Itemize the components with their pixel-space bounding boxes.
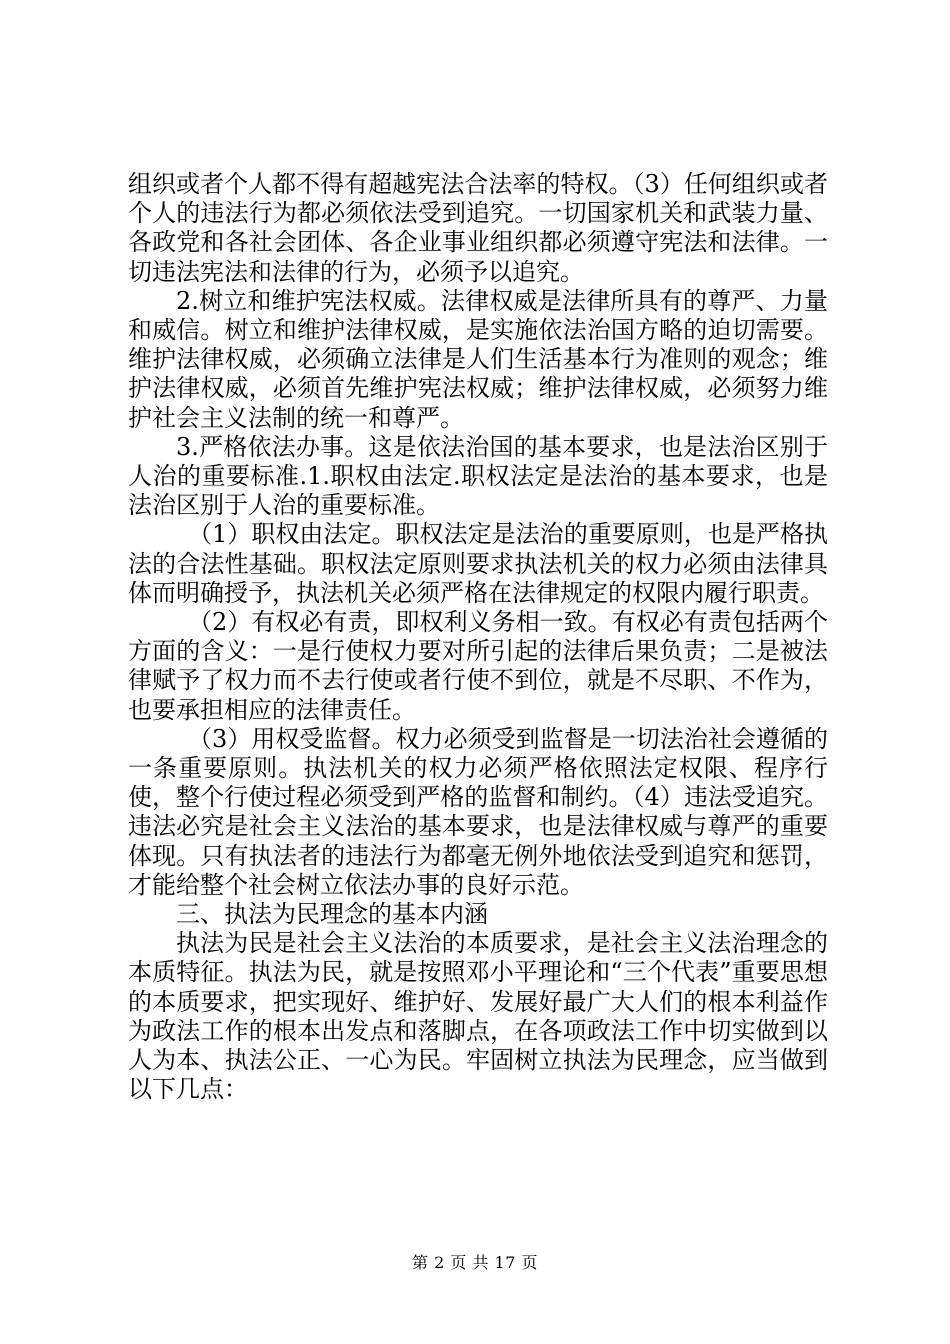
paragraph-strict-law-enforcement: 3.严格依法办事。这是依法治国的基本要求，也是法治区别于人治的重要标准.1.职权由法定.职权法定是法治的基本要求，也是法治区别于人治的重要标准。 [128,432,828,520]
page-number-footer: 第 2 页 共 17 页 [412,1253,538,1272]
paragraph-item-1: （1）职权由法定。职权法定是法治的重要原则，也是严格执法的合法性基础。职权法定原则要求执法机关的权力必须由法律具体而明确授予，执法机关必须严格在法律规定的权限内履行职责。 [128,520,828,607]
paragraph-enforce-for-people: 执法为民是社会主义法治的本质要求，是社会主义法治理念的本质特征。执法为民，就是按照邓小平理论和“三个代表”重要思想的本质要求，把实现好、维护好、发展好最广大人们的根本利益作为政法工作的根本出发点和落脚点，在各项政法工作中切实做到以人为本、执法公正、一心为民。牢固树立执法为民理念，应当做到以下几点： [128,929,828,1104]
document-body [128,170,828,1105]
paragraph-item-2: （2）有权必有责，即权利义务相一致。有权必有责包括两个方面的含义：一是行使权力要对所引起的法律后果负责；二是被法律赋予了权力而不去行使或者行使不到位，就是不尽职、不作为，也要承担相应的法律责任。 [128,608,828,724]
paragraph-constitution-authority: 2.树立和维护宪法权威。法律权威是法律所具有的尊严、力量和威信。树立和维护法律权威，是实施依法治国方略的迫切需要。维护法律权威，必须确立法律是人们生活基本行为准则的观念；维护法律权威，必须首先维护宪法权威；维护法律权威，必须努力维护社会主义法制的统一和尊严。 [128,286,828,432]
paragraph-continuation: 组织或者个人都不得有超越宪法合法率的特权。（3）任何组织或者个人的违法行为都必须依法受到追究。一切国家机关和武装力量、各政党和各社会团体、各企业事业组织都必须遵守宪法和法律。一切违法宪法和法律的行为，必须予以追究。 [128,170,828,286]
paragraph-item-3: （3）用权受监督。权力必须受到监督是一切法治社会遵循的一条重要原则。执法机关的权力必须严格依照法定权限、程序行使，整个行使过程必须受到严格的监督和制约。（4）违法受追究。违法必究是社会主义法治的基本要求，也是法律权威与尊严的重要体现。只有执法者的违法行为都毫无例外地依法受到追究和惩罚，才能给整个社会树立依法办事的良好示范。 [128,724,828,899]
section-heading: 三、执法为民理念的基本内涵 [176,900,488,929]
